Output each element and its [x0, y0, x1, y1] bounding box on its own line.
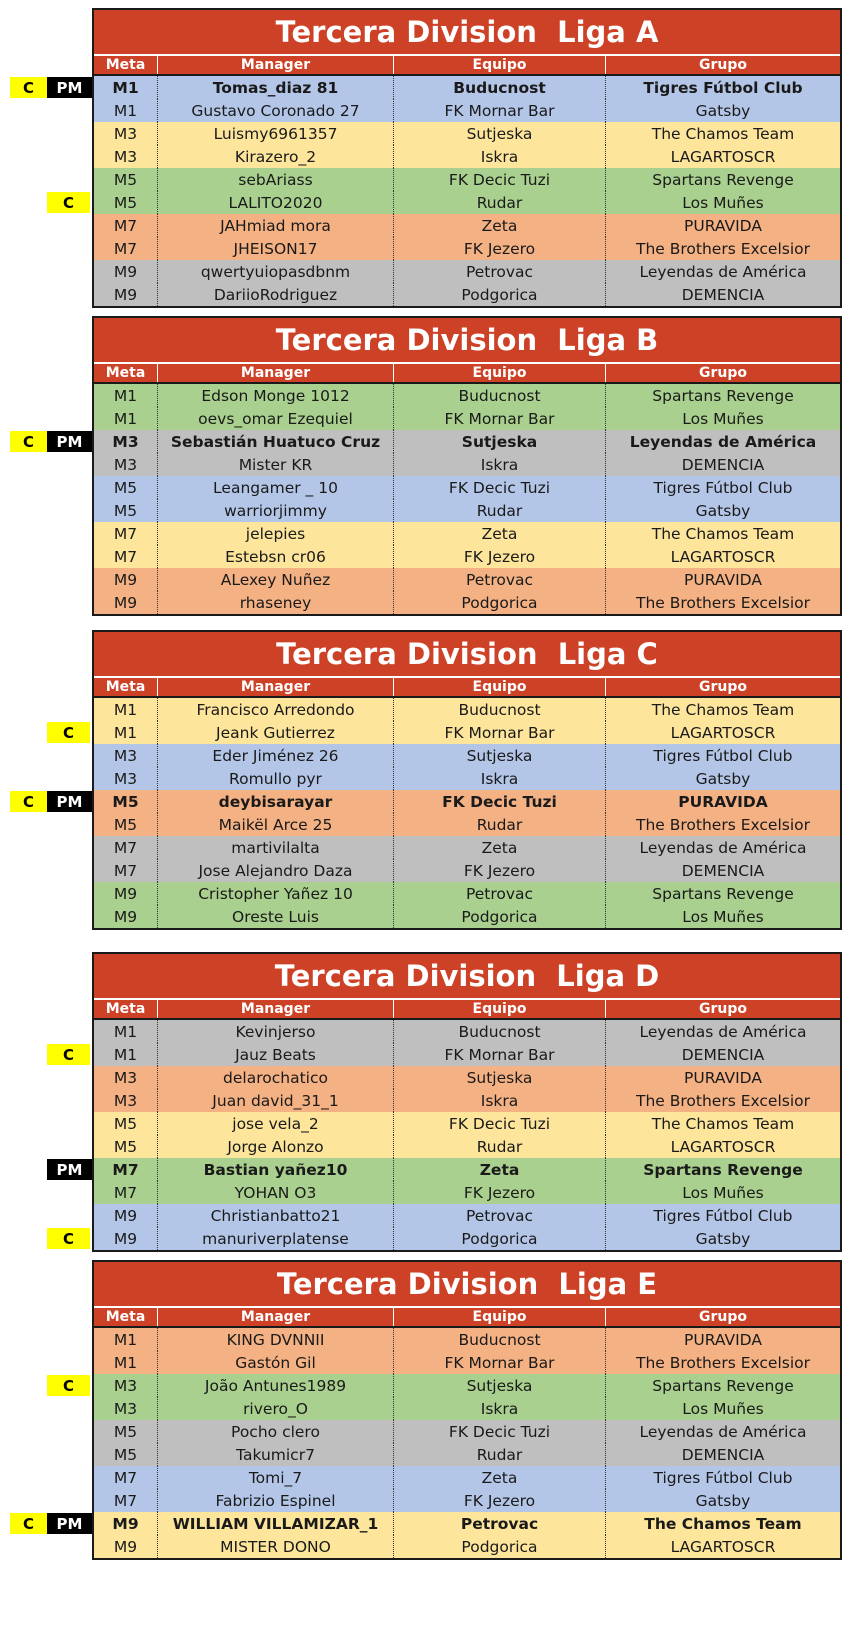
- header-manager: Manager: [158, 1308, 394, 1326]
- header-equipo: Equipo: [394, 678, 606, 696]
- cell-meta: M1: [94, 1351, 158, 1374]
- cell-meta: M1: [94, 76, 158, 99]
- cell-equipo: Buducnost: [394, 698, 606, 721]
- cell-grupo: Gatsby: [695, 1491, 751, 1510]
- table-row: [94, 1466, 840, 1489]
- pm-badge: PM: [47, 1159, 92, 1180]
- header-meta: Meta: [94, 1308, 158, 1326]
- cell-grupo: PURAVIDA: [684, 216, 762, 235]
- cell-grupo: Tigres Fútbol Club: [653, 746, 793, 765]
- table-row: [94, 1204, 840, 1227]
- pm-badge: PM: [47, 1513, 92, 1534]
- table-row: [94, 1020, 840, 1043]
- cell-grupo: Los Muñes: [682, 907, 764, 926]
- table-row: [94, 237, 840, 260]
- league-table: [92, 8, 842, 308]
- league-table: [92, 316, 842, 616]
- table-header: [94, 364, 840, 384]
- cell-manager: Eder Jiménez 26: [158, 744, 394, 767]
- cell-meta: M7: [94, 1181, 158, 1204]
- cell-manager: LALITO2020: [158, 191, 394, 214]
- cell-meta: M5: [94, 1135, 158, 1158]
- cell-manager: Jose Alejandro Daza: [158, 859, 394, 882]
- cell-equipo: Iskra: [394, 1089, 606, 1112]
- cell-equipo: Podgorica: [394, 905, 606, 928]
- cell-grupo: The Chamos Team: [651, 700, 795, 719]
- cell-grupo: The Chamos Team: [644, 1514, 802, 1533]
- cell-meta: M5: [94, 168, 158, 191]
- cell-manager: Takumicr7: [158, 1443, 394, 1466]
- league-title: Tercera Division Liga A: [94, 10, 840, 56]
- table-row: [94, 76, 840, 99]
- cell-grupo: Los Muñes: [682, 409, 764, 428]
- cell-manager: KING DVNNII: [158, 1328, 394, 1351]
- cell-meta: M3: [94, 767, 158, 790]
- header-meta: Meta: [94, 678, 158, 696]
- cell-manager: Jauz Beats: [158, 1043, 394, 1066]
- cell-meta: M3: [94, 1374, 158, 1397]
- cell-manager: Pocho clero: [158, 1420, 394, 1443]
- table-row: [94, 168, 840, 191]
- cell-meta: M9: [94, 568, 158, 591]
- cell-equipo: FK Mornar Bar: [394, 721, 606, 744]
- cell-grupo: Spartans Revenge: [652, 884, 794, 903]
- cell-equipo: Rudar: [394, 1443, 606, 1466]
- cell-grupo: Los Muñes: [682, 1183, 764, 1202]
- cell-equipo: Petrovac: [394, 260, 606, 283]
- cell-grupo: Gatsby: [695, 1229, 751, 1248]
- cell-equipo: Zeta: [394, 214, 606, 237]
- league-title: Tercera Division Liga B: [94, 318, 840, 364]
- pm-badge: PM: [47, 791, 92, 812]
- cell-meta: M3: [94, 1397, 158, 1420]
- cell-meta: M5: [94, 1443, 158, 1466]
- table-row: [94, 1158, 840, 1181]
- cell-manager: JHEISON17: [158, 237, 394, 260]
- cell-equipo: Podgorica: [394, 591, 606, 614]
- cell-meta: M1: [94, 1328, 158, 1351]
- league-table: [92, 630, 842, 930]
- cell-manager: Francisco Arredondo: [158, 698, 394, 721]
- cell-manager: WILLIAM VILLAMIZAR_1: [158, 1512, 394, 1535]
- cell-grupo: DEMENCIA: [681, 1045, 765, 1064]
- cell-manager: Edson Monge 1012: [158, 384, 394, 407]
- table-row: [94, 1420, 840, 1443]
- cell-equipo: Iskra: [394, 453, 606, 476]
- cell-grupo: Leyendas de América: [639, 262, 807, 281]
- table-row: [94, 1112, 840, 1135]
- cell-equipo: Sutjeska: [394, 744, 606, 767]
- cell-manager: sebAriass: [158, 168, 394, 191]
- cell-meta: M7: [94, 1466, 158, 1489]
- table-row: [94, 1135, 840, 1158]
- cell-grupo: Leyendas de América: [639, 1422, 807, 1441]
- captain-badge: C: [10, 431, 47, 452]
- cell-meta: M1: [94, 698, 158, 721]
- cell-meta: M9: [94, 260, 158, 283]
- header-equipo: Equipo: [394, 1308, 606, 1326]
- cell-meta: M3: [94, 744, 158, 767]
- cell-manager: oevs_omar Ezequiel: [158, 407, 394, 430]
- cell-manager: Mister KR: [158, 453, 394, 476]
- cell-manager: Maikël Arce 25: [158, 813, 394, 836]
- cell-meta: M9: [94, 1204, 158, 1227]
- cell-meta: M7: [94, 1489, 158, 1512]
- cell-manager: jelepies: [158, 522, 394, 545]
- cell-manager: martivilalta: [158, 836, 394, 859]
- cell-grupo: Tigres Fútbol Club: [643, 78, 803, 97]
- cell-meta: M3: [94, 122, 158, 145]
- cell-grupo: Tigres Fútbol Club: [653, 1468, 793, 1487]
- table-row: [94, 1535, 840, 1558]
- cell-manager: JAHmiad mora: [158, 214, 394, 237]
- cell-manager: Sebastián Huatuco Cruz: [158, 430, 394, 453]
- cell-grupo: Los Muñes: [682, 193, 764, 212]
- cell-equipo: Rudar: [394, 813, 606, 836]
- cell-equipo: FK Decic Tuzi: [394, 790, 606, 813]
- captain-badge: C: [10, 77, 47, 98]
- captain-badge: C: [10, 1513, 47, 1534]
- cell-meta: M1: [94, 1043, 158, 1066]
- cell-equipo: Petrovac: [394, 1512, 606, 1535]
- table-row: [94, 813, 840, 836]
- cell-grupo: Gatsby: [695, 769, 751, 788]
- cell-grupo: LAGARTOSCR: [670, 1137, 776, 1156]
- cell-equipo: FK Jezero: [394, 859, 606, 882]
- header-manager: Manager: [158, 56, 394, 74]
- cell-manager: warriorjimmy: [158, 499, 394, 522]
- league-table: [92, 1260, 842, 1560]
- cell-equipo: FK Jezero: [394, 1181, 606, 1204]
- cell-manager: Romullo pyr: [158, 767, 394, 790]
- cell-equipo: Zeta: [394, 1466, 606, 1489]
- cell-equipo: Zeta: [394, 1158, 606, 1181]
- cell-grupo: Spartans Revenge: [652, 1376, 794, 1395]
- cell-manager: Tomi_7: [158, 1466, 394, 1489]
- cell-equipo: Buducnost: [394, 1328, 606, 1351]
- cell-equipo: FK Decic Tuzi: [394, 168, 606, 191]
- cell-equipo: FK Mornar Bar: [394, 99, 606, 122]
- cell-manager: Jeank Gutierrez: [158, 721, 394, 744]
- cell-meta: M3: [94, 1089, 158, 1112]
- cell-grupo: Tigres Fútbol Club: [653, 478, 793, 497]
- cell-manager: Luismy6961357: [158, 122, 394, 145]
- table-row: [94, 1089, 840, 1112]
- table-row: [94, 882, 840, 905]
- table-row: [94, 283, 840, 306]
- cell-meta: M5: [94, 790, 158, 813]
- header-grupo: Grupo: [698, 679, 747, 695]
- cell-grupo: The Chamos Team: [651, 1114, 795, 1133]
- cell-grupo: PURAVIDA: [684, 570, 762, 589]
- cell-grupo: The Chamos Team: [651, 124, 795, 143]
- cell-equipo: FK Mornar Bar: [394, 1043, 606, 1066]
- cell-equipo: Podgorica: [394, 1227, 606, 1250]
- table-row: [94, 1489, 840, 1512]
- cell-equipo: Rudar: [394, 1135, 606, 1158]
- cell-equipo: FK Jezero: [394, 545, 606, 568]
- cell-equipo: Petrovac: [394, 882, 606, 905]
- header-meta: Meta: [94, 364, 158, 382]
- cell-meta: M3: [94, 453, 158, 476]
- header-grupo: Grupo: [698, 57, 747, 73]
- league-table: [92, 952, 842, 1252]
- cell-grupo: The Brothers Excelsior: [635, 593, 810, 612]
- cell-manager: Juan david_31_1: [158, 1089, 394, 1112]
- cell-manager: Jorge Alonzo: [158, 1135, 394, 1158]
- cell-manager: jose vela_2: [158, 1112, 394, 1135]
- cell-meta: M9: [94, 591, 158, 614]
- cell-equipo: FK Mornar Bar: [394, 407, 606, 430]
- table-row: [94, 790, 840, 813]
- league-title: Tercera Division Liga D: [94, 954, 840, 1000]
- cell-meta: M5: [94, 191, 158, 214]
- header-manager: Manager: [158, 1000, 394, 1018]
- table-row: [94, 744, 840, 767]
- cell-manager: Bastian yañez10: [158, 1158, 394, 1181]
- table-row: [94, 767, 840, 790]
- cell-grupo: LAGARTOSCR: [670, 147, 776, 166]
- cell-manager: Oreste Luis: [158, 905, 394, 928]
- cell-equipo: Zeta: [394, 522, 606, 545]
- cell-meta: M7: [94, 522, 158, 545]
- header-manager: Manager: [158, 364, 394, 382]
- table-header: [94, 1000, 840, 1020]
- cell-meta: M1: [94, 721, 158, 744]
- cell-equipo: FK Jezero: [394, 237, 606, 260]
- cell-grupo: Spartans Revenge: [652, 386, 794, 405]
- cell-manager: João Antunes1989: [158, 1374, 394, 1397]
- cell-meta: M1: [94, 407, 158, 430]
- captain-badge: C: [47, 1228, 90, 1249]
- captain-badge: C: [47, 1044, 90, 1065]
- table-row: [94, 122, 840, 145]
- table-row: [94, 522, 840, 545]
- cell-meta: M3: [94, 1066, 158, 1089]
- pm-badge: PM: [47, 431, 92, 452]
- cell-manager: Gastón Gil: [158, 1351, 394, 1374]
- league-title: Tercera Division Liga E: [94, 1262, 840, 1308]
- cell-grupo: Gatsby: [695, 101, 751, 120]
- cell-manager: Kirazero_2: [158, 145, 394, 168]
- cell-equipo: Sutjeska: [394, 122, 606, 145]
- cell-meta: M7: [94, 1158, 158, 1181]
- cell-equipo: Sutjeska: [394, 1066, 606, 1089]
- table-row: [94, 568, 840, 591]
- cell-grupo: LAGARTOSCR: [670, 723, 776, 742]
- cell-grupo: PURAVIDA: [684, 1330, 762, 1349]
- cell-grupo: DEMENCIA: [681, 1445, 765, 1464]
- cell-meta: M3: [94, 430, 158, 453]
- table-row: [94, 836, 840, 859]
- cell-meta: M9: [94, 1535, 158, 1558]
- table-row: [94, 591, 840, 614]
- cell-equipo: Iskra: [394, 767, 606, 790]
- cell-equipo: Iskra: [394, 1397, 606, 1420]
- table-row: [94, 1328, 840, 1351]
- cell-meta: M7: [94, 836, 158, 859]
- table-row: [94, 1512, 840, 1535]
- cell-manager: qwertyuiopasdbnm: [158, 260, 394, 283]
- table-row: [94, 1181, 840, 1204]
- cell-grupo: The Brothers Excelsior: [635, 815, 810, 834]
- cell-grupo: LAGARTOSCR: [670, 1537, 776, 1556]
- cell-equipo: Iskra: [394, 145, 606, 168]
- captain-badge: C: [47, 1375, 90, 1396]
- cell-grupo: Leyendas de América: [639, 838, 807, 857]
- cell-equipo: FK Decic Tuzi: [394, 1420, 606, 1443]
- cell-meta: M1: [94, 1020, 158, 1043]
- table-row: [94, 1443, 840, 1466]
- cell-meta: M5: [94, 813, 158, 836]
- captain-badge: C: [47, 722, 90, 743]
- cell-equipo: Buducnost: [394, 1020, 606, 1043]
- table-row: [94, 384, 840, 407]
- header-meta: Meta: [94, 56, 158, 74]
- cell-manager: Gustavo Coronado 27: [158, 99, 394, 122]
- table-row: [94, 499, 840, 522]
- league-title: Tercera Division Liga C: [94, 632, 840, 678]
- cell-equipo: FK Decic Tuzi: [394, 476, 606, 499]
- cell-manager: Kevinjerso: [158, 1020, 394, 1043]
- table-row: [94, 453, 840, 476]
- cell-meta: M5: [94, 1420, 158, 1443]
- header-grupo: Grupo: [698, 1001, 747, 1017]
- table-row: [94, 721, 840, 744]
- header-equipo: Equipo: [394, 56, 606, 74]
- cell-manager: ALexey Nuñez: [158, 568, 394, 591]
- cell-manager: rivero_O: [158, 1397, 394, 1420]
- table-row: [94, 145, 840, 168]
- table-header: [94, 1308, 840, 1328]
- cell-equipo: Buducnost: [394, 76, 606, 99]
- cell-manager: Fabrizio Espinel: [158, 1489, 394, 1512]
- cell-manager: delarochatico: [158, 1066, 394, 1089]
- captain-badge: C: [10, 791, 47, 812]
- captain-badge: C: [47, 192, 90, 213]
- cell-manager: Cristopher Yañez 10: [158, 882, 394, 905]
- cell-equipo: FK Jezero: [394, 1489, 606, 1512]
- cell-meta: M3: [94, 145, 158, 168]
- table-row: [94, 476, 840, 499]
- table-row: [94, 99, 840, 122]
- cell-meta: M7: [94, 859, 158, 882]
- header-grupo: Grupo: [698, 1309, 747, 1325]
- cell-grupo: The Brothers Excelsior: [635, 1353, 810, 1372]
- table-row: [94, 1227, 840, 1250]
- cell-equipo: Podgorica: [394, 283, 606, 306]
- table-row: [94, 1397, 840, 1420]
- cell-equipo: Petrovac: [394, 1204, 606, 1227]
- cell-manager: Estebsn cr06: [158, 545, 394, 568]
- cell-grupo: Gatsby: [695, 501, 751, 520]
- cell-equipo: FK Mornar Bar: [394, 1351, 606, 1374]
- cell-equipo: Rudar: [394, 191, 606, 214]
- table-row: [94, 698, 840, 721]
- cell-grupo: Los Muñes: [682, 1399, 764, 1418]
- cell-equipo: Buducnost: [394, 384, 606, 407]
- cell-grupo: The Brothers Excelsior: [635, 1091, 810, 1110]
- cell-meta: M5: [94, 1112, 158, 1135]
- table-row: [94, 1066, 840, 1089]
- table-row: [94, 1043, 840, 1066]
- table-row: [94, 1351, 840, 1374]
- cell-manager: rhaseney: [158, 591, 394, 614]
- table-row: [94, 430, 840, 453]
- cell-meta: M9: [94, 1227, 158, 1250]
- cell-equipo: Rudar: [394, 499, 606, 522]
- cell-equipo: Sutjeska: [394, 1374, 606, 1397]
- table-row: [94, 407, 840, 430]
- table-header: [94, 678, 840, 698]
- cell-equipo: Petrovac: [394, 568, 606, 591]
- cell-manager: MISTER DONO: [158, 1535, 394, 1558]
- cell-equipo: FK Decic Tuzi: [394, 1112, 606, 1135]
- pm-badge: PM: [47, 77, 92, 98]
- cell-grupo: DEMENCIA: [681, 285, 765, 304]
- table-row: [94, 1374, 840, 1397]
- cell-equipo: Zeta: [394, 836, 606, 859]
- cell-manager: DariioRodriguez: [158, 283, 394, 306]
- cell-meta: M7: [94, 545, 158, 568]
- cell-meta: M7: [94, 214, 158, 237]
- cell-grupo: DEMENCIA: [681, 455, 765, 474]
- cell-manager: Leangamer _ 10: [158, 476, 394, 499]
- cell-meta: M7: [94, 237, 158, 260]
- table-row: [94, 905, 840, 928]
- cell-grupo: Spartans Revenge: [643, 1160, 803, 1179]
- cell-grupo: Spartans Revenge: [652, 170, 794, 189]
- cell-meta: M9: [94, 905, 158, 928]
- cell-meta: M5: [94, 476, 158, 499]
- cell-meta: M1: [94, 99, 158, 122]
- table-row: [94, 545, 840, 568]
- table-row: [94, 191, 840, 214]
- table-header: [94, 56, 840, 76]
- cell-equipo: Podgorica: [394, 1535, 606, 1558]
- table-row: [94, 260, 840, 283]
- table-row: [94, 214, 840, 237]
- cell-meta: M1: [94, 384, 158, 407]
- table-row: [94, 859, 840, 882]
- cell-grupo: Leyendas de América: [629, 432, 817, 451]
- cell-manager: YOHAN O3: [158, 1181, 394, 1204]
- header-equipo: Equipo: [394, 1000, 606, 1018]
- header-manager: Manager: [158, 678, 394, 696]
- cell-equipo: Sutjeska: [394, 430, 606, 453]
- cell-manager: Tomas_diaz 81: [158, 76, 394, 99]
- cell-grupo: LAGARTOSCR: [670, 547, 776, 566]
- cell-meta: M5: [94, 499, 158, 522]
- cell-manager: manuriverplatense: [158, 1227, 394, 1250]
- cell-grupo: PURAVIDA: [678, 792, 768, 811]
- cell-grupo: Leyendas de América: [639, 1022, 807, 1041]
- header-grupo: Grupo: [698, 365, 747, 381]
- cell-meta: M9: [94, 283, 158, 306]
- cell-grupo: Tigres Fútbol Club: [653, 1206, 793, 1225]
- cell-grupo: The Brothers Excelsior: [635, 239, 810, 258]
- cell-grupo: PURAVIDA: [684, 1068, 762, 1087]
- header-equipo: Equipo: [394, 364, 606, 382]
- cell-grupo: The Chamos Team: [651, 524, 795, 543]
- cell-grupo: DEMENCIA: [681, 861, 765, 880]
- header-meta: Meta: [94, 1000, 158, 1018]
- cell-meta: M9: [94, 1512, 158, 1535]
- cell-manager: Christianbatto21: [158, 1204, 394, 1227]
- cell-meta: M9: [94, 882, 158, 905]
- cell-manager: deybisarayar: [158, 790, 394, 813]
